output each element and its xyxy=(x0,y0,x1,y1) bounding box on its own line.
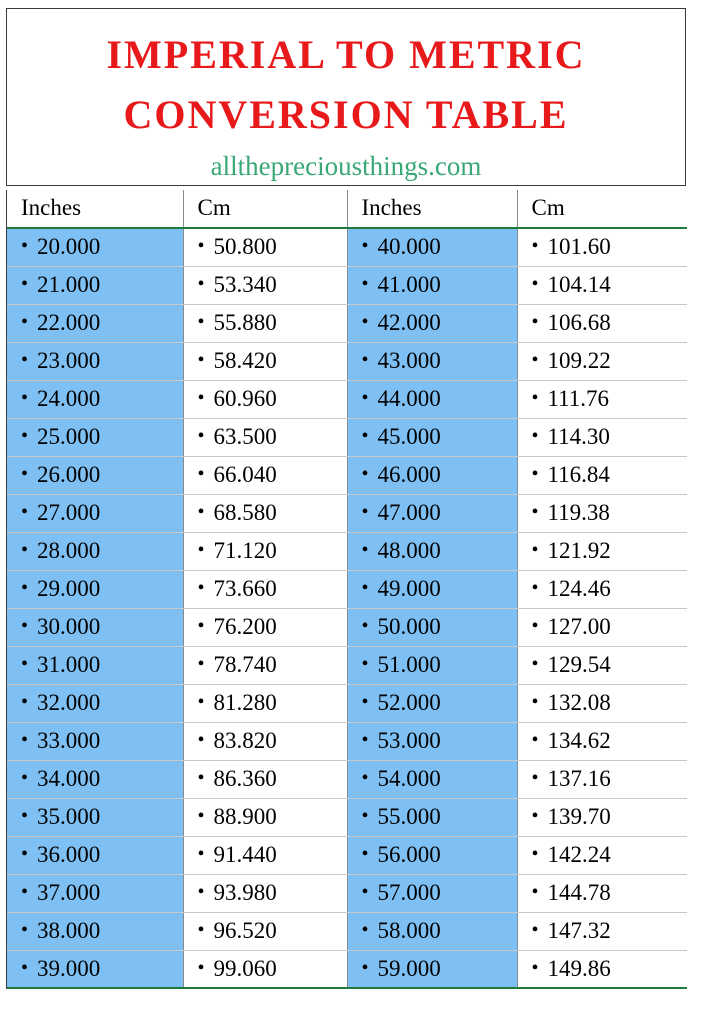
table-cell xyxy=(347,570,517,608)
cell-value: 137.16 xyxy=(547,766,611,791)
bullet-icon: • xyxy=(361,425,369,447)
cell-value: 39.000 xyxy=(37,955,101,981)
bullet-icon: • xyxy=(21,653,29,675)
bullet-icon: • xyxy=(361,615,369,637)
bullet-icon: • xyxy=(361,805,369,827)
bullet-icon: • xyxy=(21,425,29,447)
page-title-line-1: IMPERIAL TO METRIC xyxy=(106,32,586,77)
cell-value: 111.76 xyxy=(547,386,610,411)
table-cell xyxy=(183,836,347,874)
table-cell xyxy=(517,266,687,304)
bullet-icon: • xyxy=(197,425,205,447)
bullet-icon: • xyxy=(361,919,369,941)
cell-value: 47.000 xyxy=(377,500,441,525)
table-row xyxy=(7,798,687,836)
cell-value: 109.22 xyxy=(547,348,611,373)
table-cell xyxy=(517,912,687,950)
table-cell xyxy=(183,874,347,912)
table-cell xyxy=(183,950,347,988)
cell-value: 55.880 xyxy=(213,310,277,335)
cell-value: 58.420 xyxy=(213,348,277,373)
bullet-icon: • xyxy=(197,501,205,523)
bullet-icon: • xyxy=(21,729,29,751)
bullet-icon: • xyxy=(21,919,29,941)
table-cell xyxy=(7,532,183,570)
table-cell xyxy=(183,798,347,836)
table-cell xyxy=(517,380,687,418)
cell-value: 99.060 xyxy=(213,955,277,981)
table-cell xyxy=(347,418,517,456)
table-cell xyxy=(347,228,517,266)
cell-value: 53.000 xyxy=(377,728,441,753)
table-cell xyxy=(183,532,347,570)
cell-value: 93.980 xyxy=(213,880,277,905)
column-header-cm-2: Cm xyxy=(517,190,687,228)
bullet-icon: • xyxy=(197,729,205,751)
table-cell xyxy=(183,266,347,304)
cell-value: 43.000 xyxy=(377,348,441,373)
table-cell xyxy=(517,570,687,608)
table-row xyxy=(7,266,687,304)
cell-value: 41.000 xyxy=(377,272,441,297)
bullet-icon: • xyxy=(531,311,539,333)
cell-value: 45.000 xyxy=(377,424,441,449)
cell-value: 144.78 xyxy=(547,880,611,905)
bullet-icon: • xyxy=(197,273,205,295)
table-cell xyxy=(347,950,517,988)
bullet-icon: • xyxy=(361,767,369,789)
column-header-cm-1: Cm xyxy=(183,190,347,228)
bullet-icon: • xyxy=(531,919,539,941)
cell-value: 24.000 xyxy=(37,386,101,411)
table-cell xyxy=(7,798,183,836)
table-cell xyxy=(183,570,347,608)
cell-value: 63.500 xyxy=(213,424,277,449)
cell-value: 76.200 xyxy=(213,614,277,639)
bullet-icon: • xyxy=(21,691,29,713)
table-cell xyxy=(517,646,687,684)
bullet-icon: • xyxy=(531,501,539,523)
bullet-icon: • xyxy=(361,843,369,865)
cell-value: 51.000 xyxy=(377,652,441,677)
table-cell xyxy=(347,722,517,760)
column-header-inches-1: Inches xyxy=(7,190,183,228)
bullet-icon: • xyxy=(531,577,539,599)
cell-value: 38.000 xyxy=(37,918,101,943)
cell-value: 50.800 xyxy=(213,234,277,260)
table-header-row xyxy=(7,190,687,228)
table-cell xyxy=(7,874,183,912)
table-cell xyxy=(347,874,517,912)
bullet-icon: • xyxy=(197,463,205,485)
cell-value: 36.000 xyxy=(37,842,101,867)
table-cell xyxy=(347,456,517,494)
cell-value: 106.68 xyxy=(547,310,611,335)
website-watermark: allthepreciousthings.com xyxy=(210,151,482,181)
table-cell xyxy=(7,950,183,988)
bullet-icon: • xyxy=(361,539,369,561)
cell-value: 52.000 xyxy=(377,690,441,715)
bullet-icon: • xyxy=(197,577,205,599)
bullet-icon: • xyxy=(21,501,29,523)
table-cell xyxy=(517,608,687,646)
table-cell xyxy=(347,646,517,684)
cell-value: 104.14 xyxy=(547,272,611,297)
table-cell xyxy=(183,418,347,456)
table-row xyxy=(7,532,687,570)
cell-value: 48.000 xyxy=(377,538,441,563)
table-cell xyxy=(347,760,517,798)
table-cell xyxy=(183,760,347,798)
cell-value: 21.000 xyxy=(37,272,101,297)
cell-value: 139.70 xyxy=(547,804,611,829)
table-cell xyxy=(517,342,687,380)
table-cell xyxy=(183,342,347,380)
cell-value: 114.30 xyxy=(547,424,610,449)
bullet-icon: • xyxy=(21,615,29,637)
table-row xyxy=(7,608,687,646)
bullet-icon: • xyxy=(21,463,29,485)
table-cell xyxy=(7,912,183,950)
cell-value: 91.440 xyxy=(213,842,277,867)
table-cell xyxy=(347,380,517,418)
bullet-icon: • xyxy=(531,273,539,295)
cell-value: 31.000 xyxy=(37,652,101,677)
bullet-icon: • xyxy=(531,691,539,713)
table-row xyxy=(7,722,687,760)
bullet-icon: • xyxy=(197,881,205,903)
table-cell xyxy=(7,228,183,266)
cell-value: 46.000 xyxy=(377,462,441,487)
cell-value: 129.54 xyxy=(547,652,611,677)
table-cell xyxy=(7,760,183,798)
cell-value: 53.340 xyxy=(213,272,277,297)
cell-value: 142.24 xyxy=(547,842,611,867)
table-cell xyxy=(347,266,517,304)
bullet-icon: • xyxy=(361,463,369,485)
bullet-icon: • xyxy=(21,387,29,409)
table-cell xyxy=(7,836,183,874)
table-cell xyxy=(183,456,347,494)
cell-value: 25.000 xyxy=(37,424,101,449)
cell-value: 37.000 xyxy=(37,880,101,905)
bullet-icon: • xyxy=(531,615,539,637)
table-cell xyxy=(517,684,687,722)
table-cell xyxy=(7,570,183,608)
cell-value: 55.000 xyxy=(377,804,441,829)
table-cell xyxy=(7,418,183,456)
bullet-icon: • xyxy=(21,311,29,333)
cell-value: 147.32 xyxy=(547,918,611,943)
bullet-icon: • xyxy=(531,387,539,409)
bullet-icon: • xyxy=(531,425,539,447)
cell-value: 58.000 xyxy=(377,918,441,943)
table-cell xyxy=(7,494,183,532)
cell-value: 27.000 xyxy=(37,500,101,525)
table-cell xyxy=(7,722,183,760)
cell-value: 44.000 xyxy=(377,386,441,411)
bullet-icon: • xyxy=(197,311,205,333)
bullet-icon: • xyxy=(197,843,205,865)
bullet-icon: • xyxy=(531,463,539,485)
cell-value: 127.00 xyxy=(547,614,611,639)
cell-value: 86.360 xyxy=(213,766,277,791)
table-cell xyxy=(7,684,183,722)
table-cell xyxy=(517,532,687,570)
cell-value: 30.000 xyxy=(37,614,101,639)
table-cell xyxy=(517,760,687,798)
bullet-icon: • xyxy=(197,691,205,713)
table-body xyxy=(7,228,687,988)
table-cell xyxy=(7,342,183,380)
bullet-icon: • xyxy=(21,956,29,979)
table-row xyxy=(7,456,687,494)
bullet-icon: • xyxy=(361,577,369,599)
table-row xyxy=(7,570,687,608)
cell-value: 88.900 xyxy=(213,804,277,829)
bullet-icon: • xyxy=(361,729,369,751)
conversion-table-wrap xyxy=(6,190,686,989)
table-cell xyxy=(347,912,517,950)
cell-value: 134.62 xyxy=(547,728,611,753)
bullet-icon: • xyxy=(531,235,539,258)
table-cell xyxy=(7,608,183,646)
table-cell xyxy=(347,836,517,874)
cell-value: 56.000 xyxy=(377,842,441,867)
cell-value: 68.580 xyxy=(213,500,277,525)
cell-value: 28.000 xyxy=(37,538,101,563)
cell-value: 26.000 xyxy=(37,462,101,487)
table-cell xyxy=(7,266,183,304)
table-cell xyxy=(517,798,687,836)
cell-value: 73.660 xyxy=(213,576,277,601)
cell-value: 35.000 xyxy=(37,804,101,829)
bullet-icon: • xyxy=(197,349,205,371)
cell-value: 40.000 xyxy=(377,234,441,260)
cell-value: 149.86 xyxy=(547,955,611,981)
cell-value: 42.000 xyxy=(377,310,441,335)
table-cell xyxy=(347,684,517,722)
table-cell xyxy=(517,874,687,912)
cell-value: 124.46 xyxy=(547,576,611,601)
bullet-icon: • xyxy=(531,805,539,827)
table-cell xyxy=(347,608,517,646)
bullet-icon: • xyxy=(531,881,539,903)
table-header xyxy=(7,190,687,228)
table-cell xyxy=(183,380,347,418)
bullet-icon: • xyxy=(21,539,29,561)
cell-value: 22.000 xyxy=(37,310,101,335)
conversion-table xyxy=(7,190,687,989)
bullet-icon: • xyxy=(197,919,205,941)
cell-value: 66.040 xyxy=(213,462,277,487)
cell-value: 59.000 xyxy=(377,955,441,981)
bullet-icon: • xyxy=(531,956,539,979)
bullet-icon: • xyxy=(197,235,205,258)
cell-value: 20.000 xyxy=(37,234,101,260)
bullet-icon: • xyxy=(531,653,539,675)
table-cell xyxy=(183,912,347,950)
bullet-icon: • xyxy=(361,387,369,409)
table-cell xyxy=(183,646,347,684)
bullet-icon: • xyxy=(21,767,29,789)
cell-value: 78.740 xyxy=(213,652,277,677)
cell-value: 54.000 xyxy=(377,766,441,791)
table-cell xyxy=(517,304,687,342)
bullet-icon: • xyxy=(361,311,369,333)
page-title-line-2: CONVERSION TABLE xyxy=(123,92,569,137)
table-cell xyxy=(517,418,687,456)
cell-value: 121.92 xyxy=(547,538,611,563)
cell-value: 29.000 xyxy=(37,576,101,601)
cell-value: 32.000 xyxy=(37,690,101,715)
bullet-icon: • xyxy=(21,273,29,295)
bullet-icon: • xyxy=(197,615,205,637)
table-cell xyxy=(517,456,687,494)
table-cell xyxy=(347,532,517,570)
bullet-icon: • xyxy=(361,691,369,713)
bullet-icon: • xyxy=(531,349,539,371)
table-cell xyxy=(517,722,687,760)
bullet-icon: • xyxy=(361,653,369,675)
table-row xyxy=(7,228,687,266)
bullet-icon: • xyxy=(361,235,369,258)
cell-value: 116.84 xyxy=(547,462,610,487)
bullet-icon: • xyxy=(531,539,539,561)
table-row xyxy=(7,684,687,722)
cell-value: 33.000 xyxy=(37,728,101,753)
cell-value: 23.000 xyxy=(37,348,101,373)
bullet-icon: • xyxy=(197,653,205,675)
table-cell xyxy=(347,342,517,380)
bullet-icon: • xyxy=(531,843,539,865)
table-cell xyxy=(7,456,183,494)
bullet-icon: • xyxy=(21,805,29,827)
table-cell xyxy=(183,228,347,266)
bullet-icon: • xyxy=(531,767,539,789)
table-cell xyxy=(517,836,687,874)
table-cell xyxy=(183,304,347,342)
table-row xyxy=(7,760,687,798)
bullet-icon: • xyxy=(197,387,205,409)
bullet-icon: • xyxy=(21,843,29,865)
cell-value: 96.520 xyxy=(213,918,277,943)
bullet-icon: • xyxy=(197,539,205,561)
table-cell xyxy=(183,722,347,760)
table-cell xyxy=(7,380,183,418)
cell-value: 71.120 xyxy=(213,538,277,563)
cell-value: 50.000 xyxy=(377,614,441,639)
table-cell xyxy=(183,608,347,646)
bullet-icon: • xyxy=(197,956,205,979)
table-row xyxy=(7,646,687,684)
table-row xyxy=(7,836,687,874)
table-cell xyxy=(7,304,183,342)
bullet-icon: • xyxy=(361,881,369,903)
table-cell xyxy=(517,228,687,266)
table-cell xyxy=(347,798,517,836)
bullet-icon: • xyxy=(531,729,539,751)
bullet-icon: • xyxy=(361,501,369,523)
table-row xyxy=(7,950,687,988)
bullet-icon: • xyxy=(21,235,29,258)
table-cell xyxy=(183,494,347,532)
bullet-icon: • xyxy=(361,956,369,979)
table-row xyxy=(7,912,687,950)
table-row xyxy=(7,304,687,342)
table-row xyxy=(7,418,687,456)
header-panel xyxy=(6,8,686,186)
bullet-icon: • xyxy=(21,349,29,371)
table-cell xyxy=(183,684,347,722)
table-row xyxy=(7,494,687,532)
cell-value: 119.38 xyxy=(547,500,610,525)
table-cell xyxy=(517,494,687,532)
column-header-inches-2: Inches xyxy=(347,190,517,228)
table-cell xyxy=(347,494,517,532)
cell-value: 34.000 xyxy=(37,766,101,791)
cell-value: 101.60 xyxy=(547,234,611,260)
table-row xyxy=(7,342,687,380)
cell-value: 132.08 xyxy=(547,690,611,715)
cell-value: 49.000 xyxy=(377,576,441,601)
bullet-icon: • xyxy=(21,881,29,903)
bullet-icon: • xyxy=(21,577,29,599)
bullet-icon: • xyxy=(197,767,205,789)
bullet-icon: • xyxy=(361,273,369,295)
table-cell xyxy=(517,950,687,988)
table-row xyxy=(7,874,687,912)
table-cell xyxy=(347,304,517,342)
bullet-icon: • xyxy=(197,805,205,827)
table-row xyxy=(7,380,687,418)
cell-value: 83.820 xyxy=(213,728,277,753)
table-cell xyxy=(7,646,183,684)
cell-value: 60.960 xyxy=(213,386,277,411)
bullet-icon: • xyxy=(361,349,369,371)
cell-value: 81.280 xyxy=(213,690,277,715)
cell-value: 57.000 xyxy=(377,880,441,905)
